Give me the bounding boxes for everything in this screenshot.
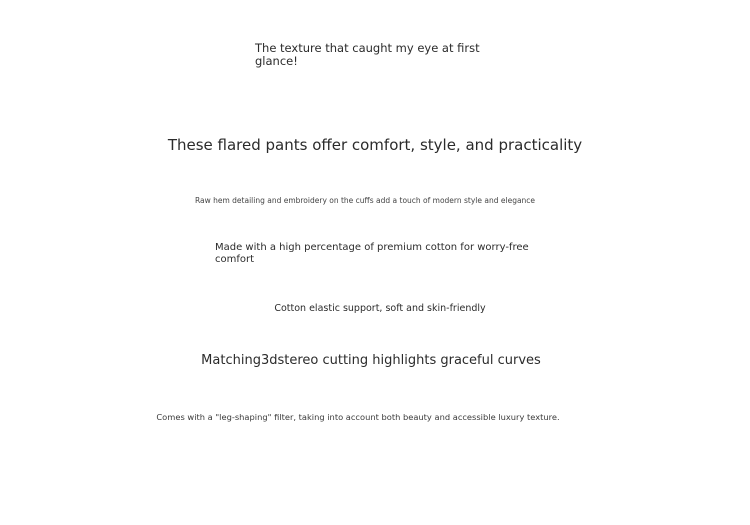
hem-detail-text: Raw hem detailing and embroidery on the cuffs add a touch of modern style and elegance [194, 196, 536, 205]
cotton-text: Made with a high percentage of premium cotton for worry-free comfort [215, 242, 529, 265]
headline-text: These flared pants offer comfort, style, and practicality [167, 136, 583, 154]
elastic-text: Cotton elastic support, soft and skin-friendly [274, 303, 486, 314]
filter-text: Comes with a "leg-shaping" filter, taking into account both beauty and accessible luxury texture. [156, 412, 560, 422]
cutting-text: Matching3dstereo cutting highlights graceful curves [201, 353, 541, 368]
intro-text: The texture that caught my eye at first glance! [255, 41, 480, 68]
